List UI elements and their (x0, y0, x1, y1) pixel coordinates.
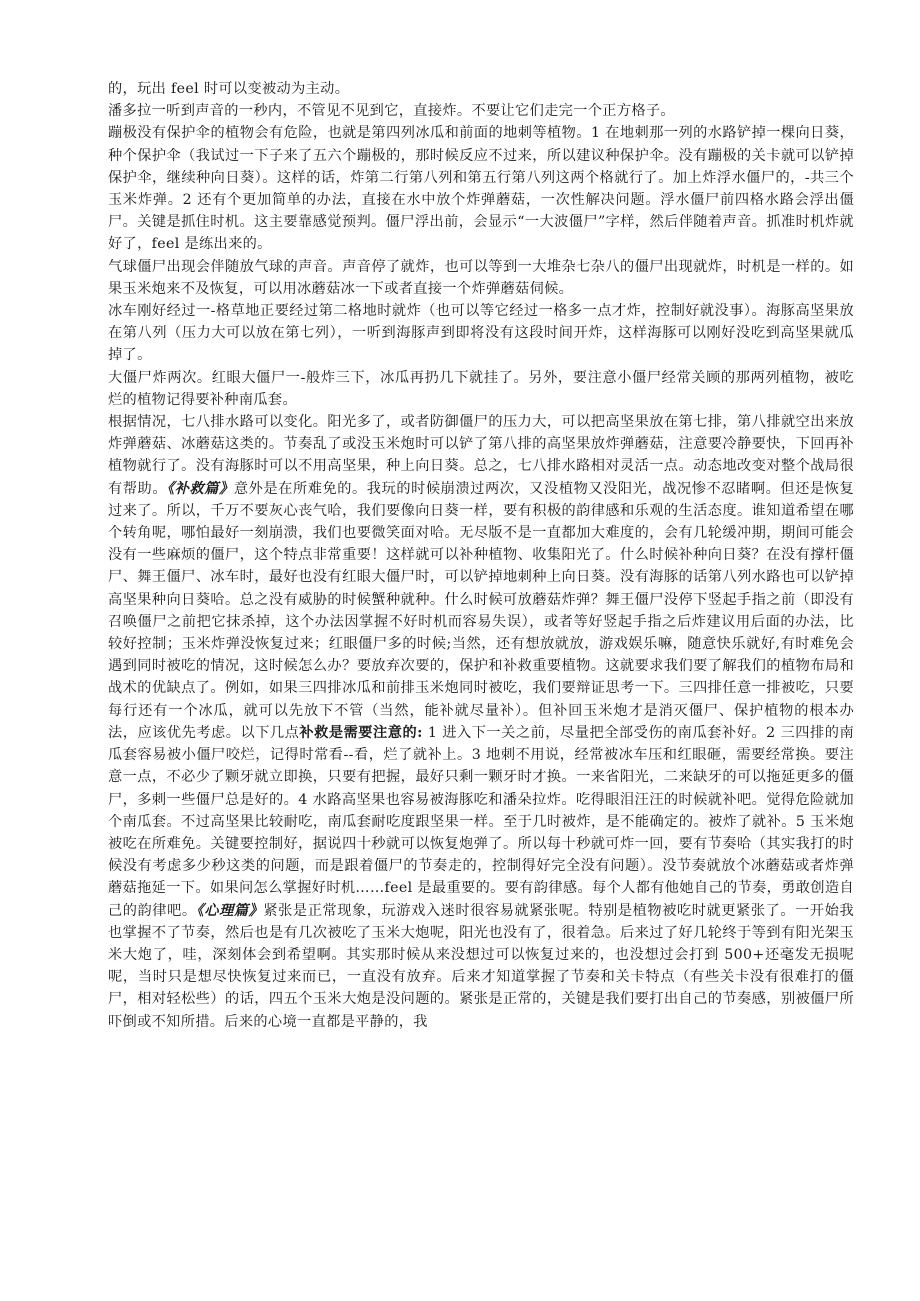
paragraph-text: 的，玩出 feel 时可以变被动为主动。 (108, 81, 350, 97)
paragraph (108, 367, 854, 411)
paragraph (108, 411, 854, 1033)
paragraph-text: 1 进入下一关之前，尽量把全部受伤的南瓜套补好。2 三四排的南瓜套容易被小僵尸咬烂，记得时常看--看，烂了就补上。3 地刺不用说，经常被冰车压和红眼砸，需要经常换。要注意一点，不必少了颗牙就立即换，只要有把握，最好只剩一颗牙时才换。一来省阳光，二来缺牙的可以拖延更多的僵尸，多刺一些僵尸总是好的。4 水路高坚果也容易被海豚吃和潘朵拉炸。吃得眼泪汪汪的时候就补吧。觉得危险就加个南瓜套。不过高坚果比较耐吃，南瓜套耐吃度跟坚果一样。至于几时被炸，是不能确定的。被炸了就补。5 玉米炮被吃在所难免。关键要控制好，据说四十秒就可以恢复炮弹了。所以每十秒就可炸一回，要有节奏哈（其实我打的时候没有考虑多少秒这类的问题，而是跟着僵尸的节奏走的，控制得好完全没有问题）。没节奏就放个冰蘑菇或者炸弹蘑菇拖延一下。如果问怎么掌握好时机……feel 是最重要的。要有韵律感。每个人都有他她自己的节奏，勇敢创造自己的韵律吧。 (108, 724, 854, 919)
paragraph-text: 紧张是正常现象，玩游戏入迷时很容易就紧张呢。特别是植物被吃时就更紧张了。一开始我也掌握不了节奏，然后也是有几次被吃了玉米大炮呢，阳光也没有了，很着急。后来过了好几轮终于等到有阳光架玉米大炮了，哇，深刻体会到希望啊。其实那时候从来没想过可以恢复过来的，也没想过会打到 500+还毫发无损呢呢，当时只是想尽快恢复过来而已，一直没有放弃。后来才知道掌握了节奏和关卡特点（有些关卡没有很难打的僵尸，相对轻松些）的话，四五个玉米大炮是没问题的。紧张是正常的，关键是我们要打出自己的节奏感，别被僵尸所吓倒或不知所措。后来的心境一直都是平静的，我 (108, 902, 854, 1030)
document-page (108, 78, 854, 1033)
paragraph-text: 根据情况，七八排水路可以变化。阳光多了，或者防御僵尸的压力大，可以把高坚果放在第七排，第八排就空出来放炸弹蘑菇、冰蘑菇这类的。节奏乱了或没玉米炮时可以铲了第八排的高坚果放炸弹蘑菇，注意要冷静要快，下回再补植物就行了。没有海豚时可以不用高坚果，种上向日葵。总之，七八排水路相对灵活一点。动态地改变对整个战局很有帮助。 (108, 414, 854, 497)
paragraph-text: 冰车刚好经过一-格草地正要经过第二格地时就炸（也可以等它经过一格多一点才炸，控制好就没事）。海豚高坚果放在第八列（压力大可以放在第七列），一听到海豚声到即将没有这段时间开炸，这样海豚可以刚好没吃到高坚果就瓜掉了。 (108, 303, 854, 364)
paragraph (108, 122, 854, 255)
section-heading: 《补救篇》 (167, 480, 234, 497)
section-heading: 《心理篇》 (196, 902, 264, 919)
paragraph-text: 意外是在所难免的。我玩的时候崩溃过两次，又没植物又没阳光，战况惨不忍睹啊。但还是恢复过来了。所以，千万不要灰心丧气哈，我们要像向日葵一样，要有积极的韵律感和乐观的生活态度。谁知道希望在哪个转角呢，哪怕最好一刻崩溃，我们也要微笑面对哈。无尽版不是一直都加大难度的，会有几轮缓冲期，期间可能会没有一些麻烦的僵尸，这个特点非常重要！这样就可以补种植物、收集阳光了。什么时候补种向日葵？在没有撑杆僵尸、舞王僵尸、冰车时，最好也没有红眼大僵尸时，可以铲掉地刺种上向日葵。没有海豚的话第八列水路也可以铲掉高坚果种向日葵哈。总之没有威胁的时候蟹种就种。什么时候可放蘑菇炸弹？舞王僵尸没停下竖起手指之前（即没有召唤僵尸之前把它抹杀掉，这个办法因掌握不好时机而容易失误），或者等好竖起手指之后炸建议用后面的办法，比较好控制；玉米炸弹没恢复过来；红眼僵尸多的时候;当然，还有想放就放，游戏娱乐嘛，随意快乐就好,有时难免会遇到同时被吃的情况，这时候怎么办？要放弃次要的，保护和补救重要植物。这就要求我们要了解我们的植物布局和战术的优缺点了。例如，如果三四排冰瓜和前排玉米炮同时被吃，我们要辩证思考一下。三四排任意一排被吃，只要每行还有一个冰瓜，就可以先放下不管（当然，能补就尽量补）。但补回玉米炮才是消灭僵尸、保护植物的根本办法，应该优先考虑。以下几点 (108, 480, 855, 741)
paragraph-text: 大僵尸炸两次。红眼大僵尸一-般炸三下，冰瓜再扔几下就挂了。另外，要注意小僵尸经常关顾的那两列植物，被吃烂的植物记得要补种南瓜套。 (108, 369, 854, 408)
paragraph-text: 蹦极没有保护伞的植物会有危险，也就是第四列冰瓜和前面的地刺等植物。1 在地刺那一列的水路铲掉一棵向日葵，种个保护伞（我试过一下子来了五六个蹦极的，那时候反应不过来，所以建议种保护伞。没有蹦极的关卡就可以铲掉保护伞，继续种向日葵）。这样的话，炸第二行第八列和第五行第八列这两个格就行了。加上炸浮水僵尸的，-共三个玉米炸弹。2 还有个更加简单的办法，直接在水中放个炸弹蘑菇，一次性解决问题。浮水僵尸前四格水路会浮出僵尸。关键是抓住时机。这主要靠感觉预判。僵尸浮出前，会显示“一大波僵尸”字样，然后伴随着声音。抓准时机炸就好了，feel 是练出来的。 (108, 125, 854, 253)
paragraph (108, 100, 854, 122)
paragraph-text: 潘多拉一听到声音的一秒内，不管见不见到它，直接炸。不要让它们走完一个正方格子。 (108, 103, 675, 120)
paragraph (108, 256, 854, 300)
paragraph (108, 300, 854, 367)
paragraph-text: 气球僵尸出现会伴随放气球的声音。声音停了就炸，也可以等到一大堆杂七杂八的僵尸出现就炸，时机是一样的。如果玉米炮来不及恢复，可以用冰蘑菇冰一下或者直接一个炸弹蘑菇伺候。 (108, 258, 854, 297)
bold-text: 补救是需要注意的: (299, 724, 423, 741)
paragraph (108, 78, 854, 100)
